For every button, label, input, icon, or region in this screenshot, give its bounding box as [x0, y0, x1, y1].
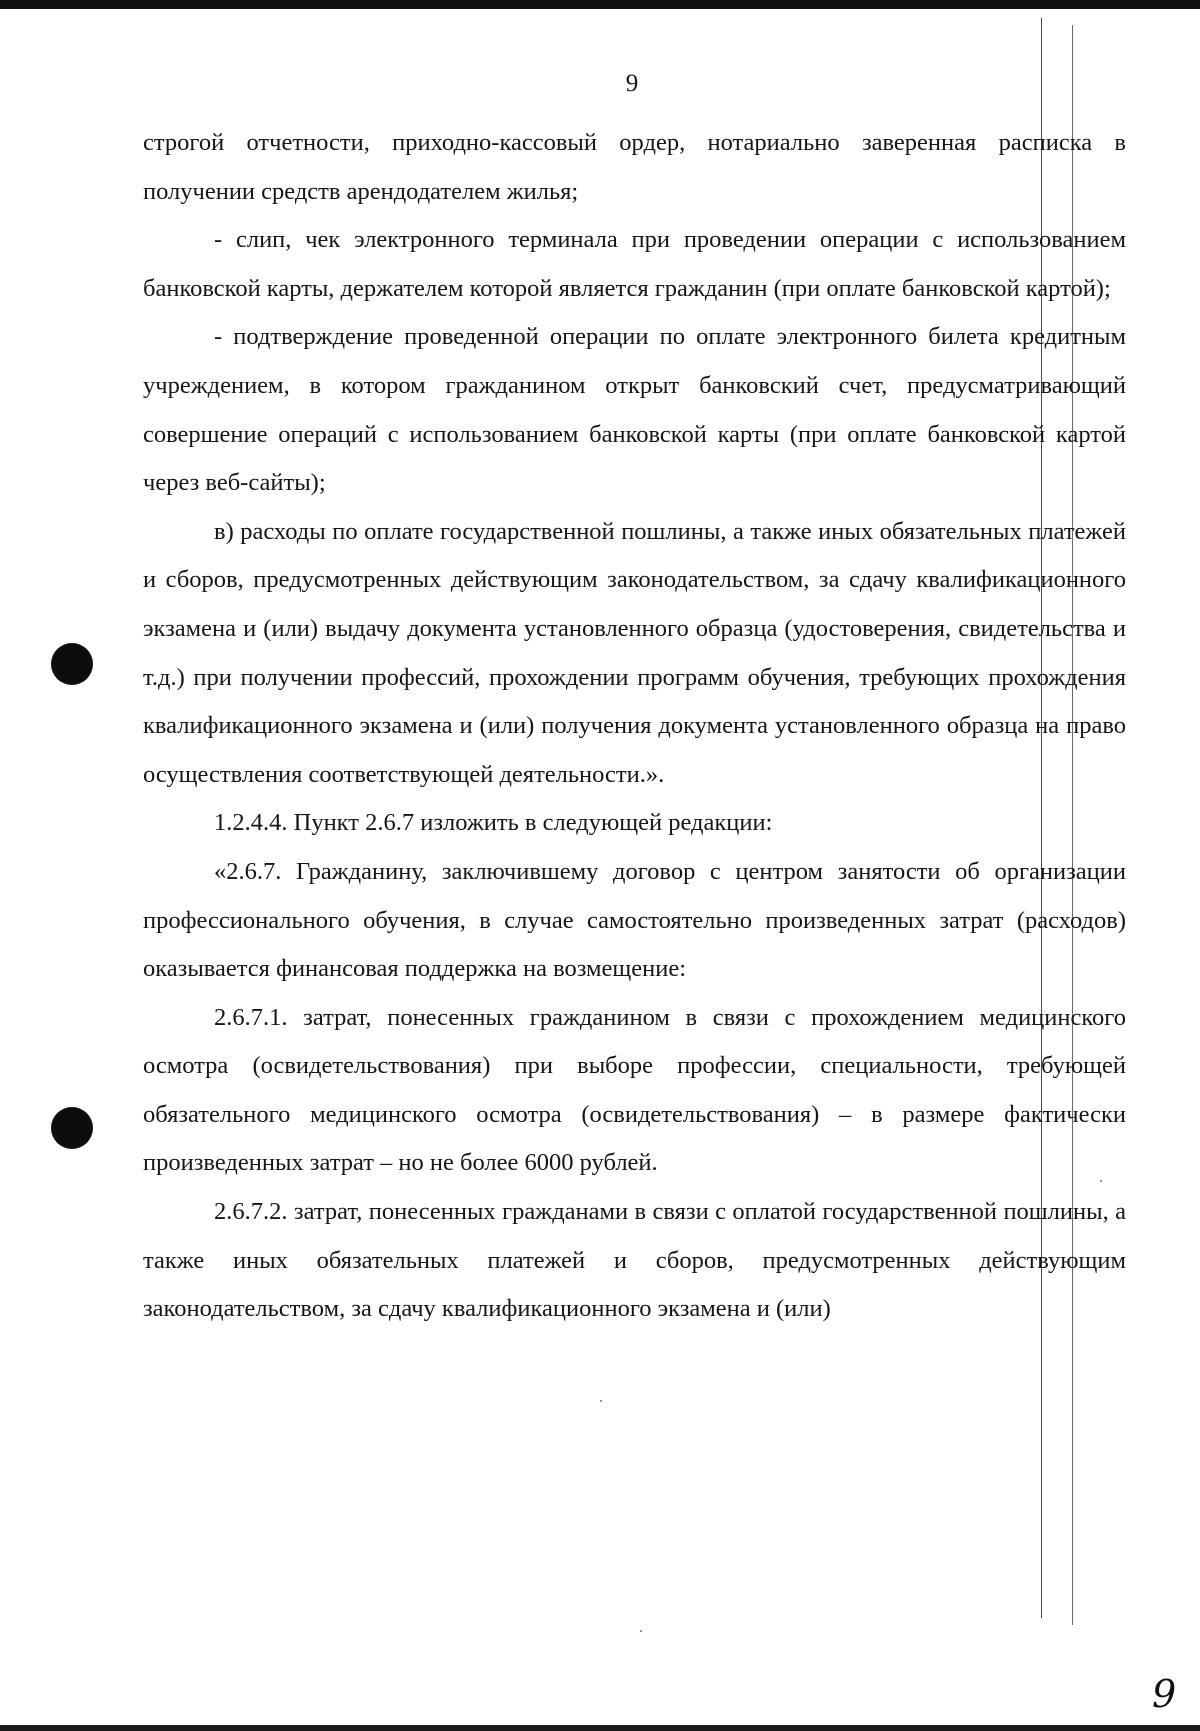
- scan-bottom-border: [0, 1725, 1200, 1731]
- paragraph: - подтверждение проведенной операции по оплате электронного билета кредитным учреждением, в котором гражданином открыт банковский счет, предусматривающий совершение операций с использованием банковской карты (при оплате банковской картой через веб-сайты);: [143, 323, 1126, 497]
- paragraph: 1.2.4.4. Пункт 2.6.7 изложить в следующей редакции:: [214, 809, 773, 837]
- paragraph: «2.6.7. Гражданину, заключившему договор с центром занятости об организации профессионального обучения, в случае самостоятельно произведенных затрат (расходов) оказывается финансовая поддержка на возмещение:: [143, 857, 1126, 983]
- punch-hole: [51, 1107, 93, 1149]
- scan-speck: [640, 1630, 642, 1632]
- document-body: [143, 119, 1126, 1334]
- paragraph: строгой отчетности, приходно-кассовый ордер, нотариально заверенная расписка в получении средств арендодателем жилья;: [143, 129, 1126, 205]
- handwritten-page-mark: 9: [1152, 1672, 1177, 1716]
- page-number: 9: [625, 70, 639, 97]
- paragraph: 2.6.7.1. затрат, понесенных гражданином в связи с прохождением медицинского осмотра (освидетельствования) при выборе профессии, специальности, требующей обязательного медицинского осмотра (освидетельствования) – в размере фактически произведенных затрат – но не более 6000 рублей.: [143, 1003, 1126, 1177]
- paragraph: 2.6.7.2. затрат, понесенных гражданами в связи с оплатой государственной пошлины, а также иных обязательных платежей и сборов, предусмотренных действующим законодательством, за сдачу квалификационного экзамена и (или): [143, 1198, 1126, 1323]
- punch-hole: [51, 643, 93, 685]
- paragraph: в) расходы по оплате государственной пошлины, а также иных обязательных платежей и сборов, предусмотренных действующим законодательством, за сдачу квалификационного экзамена и (или) выдачу документа установленного образца (удостоверения, свидетельства и т.д.) при получении профессий, прохождении программ обучения, требующих прохождения квалификационного экзамена и (или) получения документа установленного образца на право осуществления соответствующей деятельности.».: [143, 517, 1126, 788]
- scan-speck: [600, 1400, 602, 1402]
- paragraph: - слип, чек электронного терминала при проведении операции с использованием банковской карты, держателем которой является гражданин (при оплате банковской картой);: [143, 226, 1126, 302]
- scan-top-border: [0, 0, 1200, 9]
